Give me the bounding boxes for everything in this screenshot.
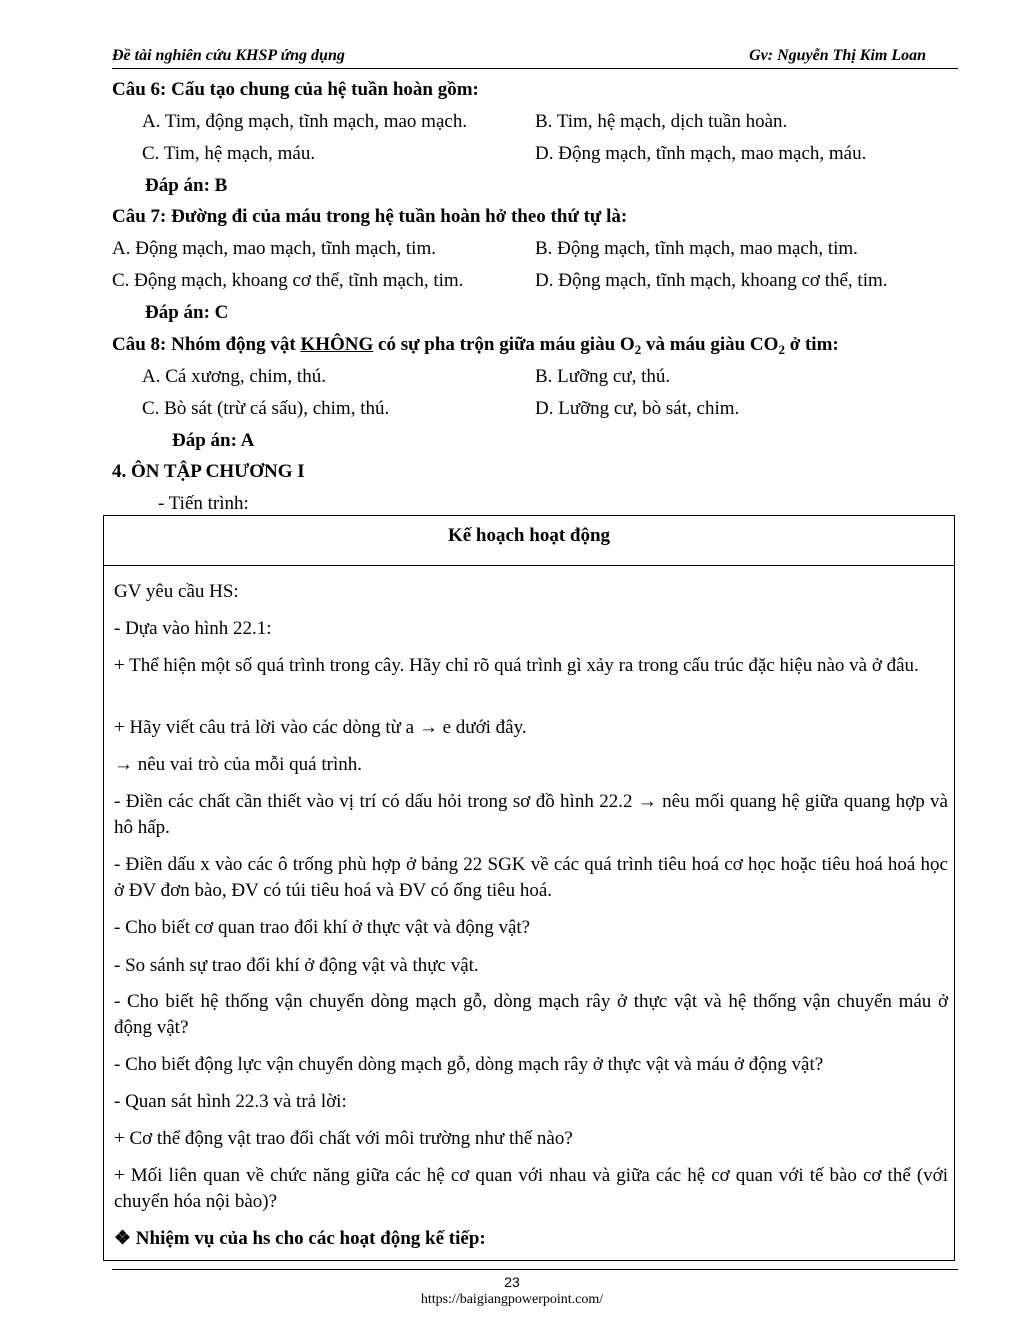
q8-title-mid2: và máu giàu CO: [641, 334, 779, 355]
table-header-text: Kế hoạch hoạt động: [447, 525, 611, 546]
q8-answer: Đáp án: A: [172, 430, 255, 451]
section-subheading: - Tiến trình:: [158, 493, 249, 514]
q6-option-a: A. Tim, động mạch, tĩnh mạch, mao mạch.: [142, 111, 468, 132]
q7-option-a: A. Động mạch, mao mạch, tĩnh mạch, tim.: [112, 238, 436, 259]
table-paragraph-9: - So sánh sự trao đổi khí ở động vật và thực vật.: [114, 955, 479, 976]
q6-option-d: D. Động mạch, tĩnh mạch, mao mạch, máu.: [535, 143, 867, 164]
q8-option-d: D. Lưỡng cư, bò sát, chim.: [535, 398, 740, 419]
q6-title: Câu 6: Cấu tạo chung của hệ tuần hoàn gồm:: [112, 79, 479, 100]
table-paragraph-6: - Điền các chất cần thiết vào vị trí có dấu hỏi trong sơ đồ hình 22.2 → nêu mối quang hệ giữa quang hợp và hô hấp.: [114, 791, 948, 838]
q8-title-mid1: có sự pha trộn giữa máu giàu O: [373, 334, 635, 355]
q7-title: Câu 7: Đường đi của máu trong hệ tuần hoàn hở theo thứ tự là:: [112, 206, 628, 227]
diamond-bullet-icon: ❖: [114, 1228, 132, 1249]
q7-option-b: B. Động mạch, tĩnh mạch, mao mạch, tim.: [535, 238, 858, 259]
activity-plan-table: [103, 515, 955, 1261]
footer-url: https://baigiangpowerpoint.com/: [420, 1292, 604, 1307]
footer-divider: [112, 1269, 958, 1270]
q7-option-c: C. Động mạch, khoang cơ thể, tĩnh mạch, tim.: [112, 270, 464, 291]
page-number: 23: [504, 1274, 520, 1290]
q8-title-emphasis: KHÔNG: [300, 334, 374, 355]
section-heading: 4. ÔN TẬP CHƯƠNG I: [112, 461, 305, 482]
header-left-text: Đề tài nghiên cứu KHSP ứng dụng: [112, 47, 345, 64]
q8-title-pre: Câu 8: Nhóm động vật: [112, 334, 301, 355]
table-header-row: [104, 516, 954, 566]
q8-option-c: C. Bò sát (trừ cá sấu), chim, thú.: [142, 398, 390, 419]
table-paragraph-12: - Quan sát hình 22.3 và trả lời:: [114, 1091, 347, 1112]
table-paragraph-14: + Mối liên quan về chức năng giữa các hệ cơ quan với nhau và giữa các hệ cơ quan với tế bào cơ thể (với chuyển hóa nội bào)?: [114, 1165, 948, 1212]
q6-option-b: B. Tim, hệ mạch, dịch tuần hoàn.: [535, 111, 788, 132]
q8-subscript-1: 2: [634, 342, 642, 357]
q8-option-a: A. Cá xương, chim, thú.: [142, 366, 326, 387]
table-paragraph-15-text: Nhiệm vụ của hs cho các hoạt động kế tiếp:: [131, 1228, 486, 1249]
q8-subscript-2: 2: [778, 342, 785, 357]
page-header: [112, 46, 958, 69]
table-paragraph-8: - Cho biết cơ quan trao đổi khí ở thực vật và động vật?: [114, 917, 531, 938]
table-paragraph-1: GV yêu cầu HS:: [114, 581, 239, 602]
table-paragraph-10: - Cho biết hệ thống vận chuyển dòng mạch gỗ, dòng mạch rây ở thực vật và hệ thống vận chuyển máu ở động vật?: [114, 991, 948, 1038]
table-paragraph-3: + Thể hiện một số quá trình trong cây. Hãy chỉ rõ quá trình gì xảy ra trong cấu trúc đặc hiệu nào và ở đâu.: [114, 655, 919, 676]
q8-option-b: B. Lưỡng cư, thú.: [535, 366, 671, 387]
table-paragraph-13: + Cơ thể động vật trao đổi chất với môi trường như thế nào?: [114, 1128, 573, 1149]
q8-title-end: ở tim:: [784, 334, 839, 355]
q6-option-c: C. Tim, hệ mạch, máu.: [142, 143, 316, 164]
q7-answer: Đáp án: C: [145, 302, 229, 323]
table-paragraph-5: → nêu vai trò của mỗi quá trình.: [114, 754, 362, 775]
header-right-text: Gv: Nguyễn Thị Kim Loan: [749, 47, 926, 64]
table-paragraph-2: - Dựa vào hình 22.1:: [114, 618, 272, 639]
table-paragraph-15: [114, 1226, 948, 1252]
q8-title: [112, 333, 839, 357]
q6-answer: Đáp án: B: [145, 175, 228, 196]
table-paragraph-7: - Điền dấu x vào các ô trống phù hợp ở bảng 22 SGK về các quá trình tiêu hoá cơ học hoặc tiêu hoá hoá học ở ĐV đơn bào, ĐV có túi tiêu hoá và ĐV có ống tiêu hoá.: [114, 854, 948, 901]
table-paragraph-11: - Cho biết động lực vận chuyển dòng mạch gỗ, dòng mạch rây ở thực vật và máu ở động vật?: [114, 1054, 824, 1075]
q7-option-d: D. Động mạch, tĩnh mạch, khoang cơ thể, tim.: [535, 270, 888, 291]
table-paragraph-4: + Hãy viết câu trả lời vào các dòng từ a → e dưới đây.: [114, 717, 527, 738]
